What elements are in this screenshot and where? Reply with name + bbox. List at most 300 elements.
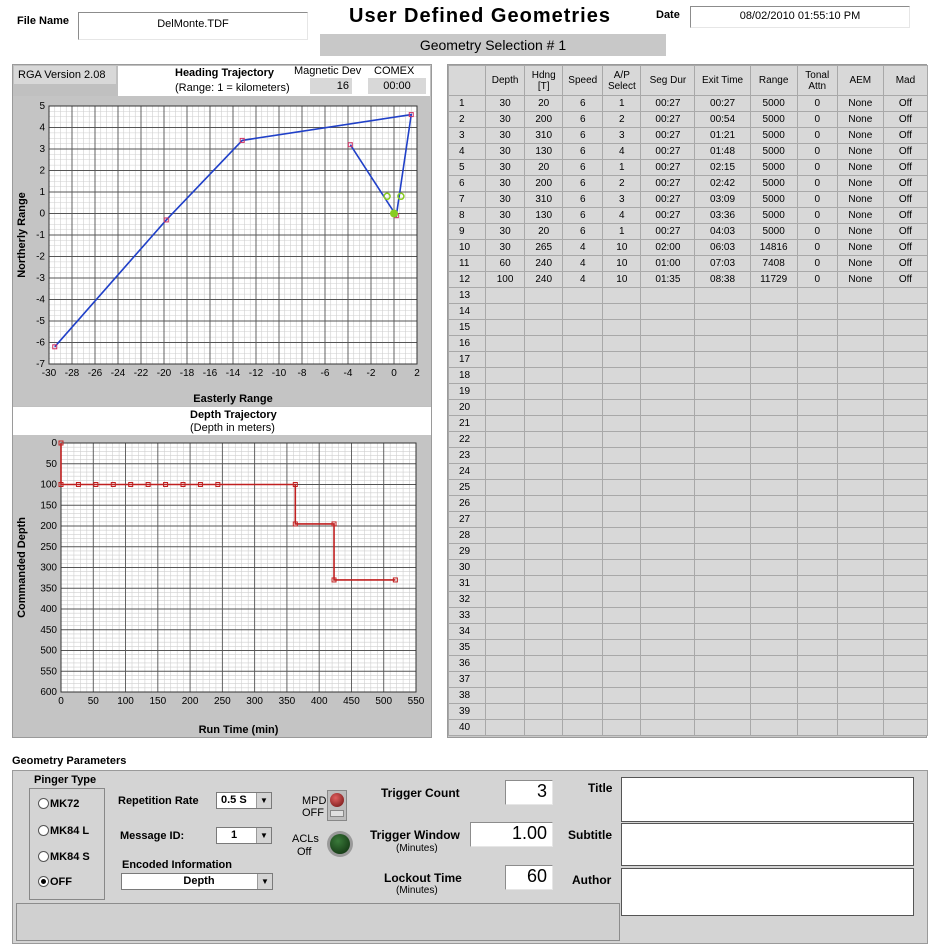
table-cell[interactable]: [750, 304, 797, 320]
table-row[interactable]: [449, 432, 928, 448]
table-cell[interactable]: [750, 464, 797, 480]
table-cell[interactable]: [797, 560, 837, 576]
table-cell[interactable]: 5000: [750, 144, 797, 160]
table-row[interactable]: [449, 320, 928, 336]
table-cell[interactable]: [797, 528, 837, 544]
table-cell[interactable]: [695, 384, 750, 400]
table-cell[interactable]: 30: [486, 144, 525, 160]
table-cell[interactable]: [525, 672, 563, 688]
table-row[interactable]: [449, 496, 928, 512]
table-cell[interactable]: [486, 624, 525, 640]
table-cell[interactable]: [750, 400, 797, 416]
table-cell[interactable]: 4: [563, 256, 603, 272]
table-cell[interactable]: [603, 432, 641, 448]
table-cell[interactable]: [750, 528, 797, 544]
trigger-window-input[interactable]: [470, 822, 553, 847]
table-cell[interactable]: [695, 576, 750, 592]
table-cell[interactable]: 00:27: [641, 224, 695, 240]
table-cell[interactable]: 1: [603, 96, 641, 112]
table-cell[interactable]: [750, 480, 797, 496]
table-cell[interactable]: [525, 416, 563, 432]
table-cell[interactable]: [750, 592, 797, 608]
table-cell[interactable]: 00:27: [641, 128, 695, 144]
table-cell[interactable]: [797, 544, 837, 560]
table-cell[interactable]: [837, 432, 883, 448]
table-cell[interactable]: [563, 704, 603, 720]
table-cell[interactable]: [563, 464, 603, 480]
table-cell[interactable]: [525, 400, 563, 416]
table-cell[interactable]: [750, 368, 797, 384]
table-cell[interactable]: [486, 384, 525, 400]
table-cell[interactable]: None: [837, 192, 883, 208]
table-cell[interactable]: [486, 528, 525, 544]
table-cell[interactable]: [603, 512, 641, 528]
table-row[interactable]: [449, 400, 928, 416]
table-cell[interactable]: [797, 656, 837, 672]
table-cell[interactable]: [837, 320, 883, 336]
table-row[interactable]: [449, 240, 928, 256]
table-cell[interactable]: [525, 608, 563, 624]
table-cell[interactable]: [603, 704, 641, 720]
table-cell[interactable]: 30: [486, 224, 525, 240]
table-cell[interactable]: [486, 288, 525, 304]
table-cell[interactable]: None: [837, 112, 883, 128]
table-cell[interactable]: [641, 448, 695, 464]
table-cell[interactable]: [486, 656, 525, 672]
table-cell[interactable]: [750, 512, 797, 528]
table-cell[interactable]: Off: [883, 272, 927, 288]
table-cell[interactable]: [525, 528, 563, 544]
table-cell[interactable]: [750, 288, 797, 304]
table-cell[interactable]: 04:03: [695, 224, 750, 240]
table-cell[interactable]: [883, 576, 927, 592]
table-cell[interactable]: [837, 640, 883, 656]
table-cell[interactable]: [695, 544, 750, 560]
table-cell[interactable]: [486, 688, 525, 704]
table-cell[interactable]: [797, 416, 837, 432]
table-row[interactable]: [449, 464, 928, 480]
table-cell[interactable]: [883, 624, 927, 640]
table-row[interactable]: [449, 720, 928, 736]
table-cell[interactable]: 30: [486, 240, 525, 256]
table-row[interactable]: [449, 544, 928, 560]
table-cell[interactable]: 240: [525, 272, 563, 288]
table-cell[interactable]: 5000: [750, 112, 797, 128]
table-cell[interactable]: Off: [883, 112, 927, 128]
table-cell[interactable]: [563, 368, 603, 384]
table-cell[interactable]: [883, 400, 927, 416]
table-row[interactable]: [449, 96, 928, 112]
table-cell[interactable]: [695, 336, 750, 352]
table-cell[interactable]: [750, 448, 797, 464]
table-cell[interactable]: [837, 608, 883, 624]
table-cell[interactable]: 14816: [750, 240, 797, 256]
table-row[interactable]: [449, 176, 928, 192]
table-cell[interactable]: Off: [883, 144, 927, 160]
table-cell[interactable]: 0: [797, 112, 837, 128]
table-cell[interactable]: 2: [603, 112, 641, 128]
table-cell[interactable]: [837, 464, 883, 480]
table-cell[interactable]: [750, 720, 797, 736]
table-cell[interactable]: 3: [603, 128, 641, 144]
table-cell[interactable]: [641, 400, 695, 416]
table-cell[interactable]: [883, 432, 927, 448]
table-cell[interactable]: [641, 384, 695, 400]
table-cell[interactable]: 00:27: [641, 176, 695, 192]
table-row[interactable]: [449, 576, 928, 592]
table-cell[interactable]: 30: [486, 128, 525, 144]
table-cell[interactable]: 0: [797, 224, 837, 240]
table-cell[interactable]: [525, 336, 563, 352]
table-cell[interactable]: [641, 576, 695, 592]
table-cell[interactable]: None: [837, 208, 883, 224]
mpd-led-button[interactable]: [327, 790, 347, 821]
table-cell[interactable]: [797, 320, 837, 336]
table-cell[interactable]: [603, 640, 641, 656]
table-cell[interactable]: [486, 464, 525, 480]
table-cell[interactable]: [695, 448, 750, 464]
table-cell[interactable]: [695, 640, 750, 656]
table-cell[interactable]: 130: [525, 208, 563, 224]
table-cell[interactable]: 310: [525, 192, 563, 208]
table-cell[interactable]: [486, 368, 525, 384]
table-row[interactable]: [449, 528, 928, 544]
table-row[interactable]: [449, 288, 928, 304]
table-cell[interactable]: [603, 400, 641, 416]
magdev-field[interactable]: [310, 78, 352, 94]
table-cell[interactable]: Off: [883, 256, 927, 272]
pinger-option-mk72[interactable]: [38, 798, 79, 810]
table-cell[interactable]: [883, 448, 927, 464]
table-cell[interactable]: 1: [603, 224, 641, 240]
table-cell[interactable]: [641, 464, 695, 480]
table-cell[interactable]: [563, 496, 603, 512]
table-cell[interactable]: 5000: [750, 128, 797, 144]
table-cell[interactable]: 4: [603, 144, 641, 160]
table-cell[interactable]: [837, 688, 883, 704]
table-cell[interactable]: [525, 368, 563, 384]
table-cell[interactable]: Off: [883, 160, 927, 176]
table-cell[interactable]: [883, 528, 927, 544]
table-cell[interactable]: [750, 544, 797, 560]
table-cell[interactable]: 30: [486, 112, 525, 128]
table-cell[interactable]: [695, 608, 750, 624]
table-cell[interactable]: [525, 560, 563, 576]
table-cell[interactable]: [695, 496, 750, 512]
table-cell[interactable]: [797, 592, 837, 608]
table-cell[interactable]: 100: [486, 272, 525, 288]
table-cell[interactable]: [486, 496, 525, 512]
table-cell[interactable]: [883, 704, 927, 720]
table-cell[interactable]: [486, 640, 525, 656]
table-cell[interactable]: 03:09: [695, 192, 750, 208]
table-cell[interactable]: 0: [797, 144, 837, 160]
table-cell[interactable]: 01:21: [695, 128, 750, 144]
table-cell[interactable]: [525, 320, 563, 336]
table-cell[interactable]: [695, 400, 750, 416]
table-row[interactable]: [449, 352, 928, 368]
table-cell[interactable]: 0: [797, 192, 837, 208]
table-cell[interactable]: [641, 592, 695, 608]
table-cell[interactable]: 6: [563, 176, 603, 192]
table-cell[interactable]: [797, 352, 837, 368]
table-cell[interactable]: [603, 336, 641, 352]
table-cell[interactable]: [797, 688, 837, 704]
table-cell[interactable]: [563, 336, 603, 352]
table-cell[interactable]: [750, 672, 797, 688]
table-cell[interactable]: [603, 384, 641, 400]
table-cell[interactable]: [883, 352, 927, 368]
table-cell[interactable]: [641, 544, 695, 560]
table-cell[interactable]: [797, 464, 837, 480]
table-cell[interactable]: [603, 688, 641, 704]
table-cell[interactable]: [750, 688, 797, 704]
table-cell[interactable]: 00:27: [641, 208, 695, 224]
table-cell[interactable]: [837, 560, 883, 576]
table-cell[interactable]: [641, 656, 695, 672]
pinger-option-mk84s[interactable]: [38, 851, 90, 863]
table-cell[interactable]: [486, 544, 525, 560]
table-cell[interactable]: [525, 656, 563, 672]
table-cell[interactable]: [641, 704, 695, 720]
table-cell[interactable]: Off: [883, 128, 927, 144]
table-cell[interactable]: [797, 480, 837, 496]
table-row[interactable]: [449, 688, 928, 704]
table-cell[interactable]: [837, 656, 883, 672]
table-cell[interactable]: 4: [603, 208, 641, 224]
table-cell[interactable]: 5000: [750, 224, 797, 240]
table-cell[interactable]: [563, 656, 603, 672]
table-cell[interactable]: 10: [603, 272, 641, 288]
table-cell[interactable]: [750, 656, 797, 672]
table-cell[interactable]: [641, 560, 695, 576]
table-cell[interactable]: [525, 592, 563, 608]
table-cell[interactable]: 20: [525, 160, 563, 176]
table-row[interactable]: [449, 368, 928, 384]
table-cell[interactable]: 02:00: [641, 240, 695, 256]
table-cell[interactable]: [486, 704, 525, 720]
table-cell[interactable]: [837, 288, 883, 304]
table-cell[interactable]: [750, 496, 797, 512]
table-cell[interactable]: [603, 416, 641, 432]
table-cell[interactable]: Off: [883, 208, 927, 224]
table-cell[interactable]: Off: [883, 240, 927, 256]
table-cell[interactable]: [525, 432, 563, 448]
table-cell[interactable]: [883, 480, 927, 496]
table-cell[interactable]: 5000: [750, 192, 797, 208]
table-cell[interactable]: [486, 432, 525, 448]
table-cell[interactable]: [486, 720, 525, 736]
table-cell[interactable]: 30: [486, 160, 525, 176]
table-row[interactable]: [449, 272, 928, 288]
table-cell[interactable]: [486, 352, 525, 368]
table-cell[interactable]: [563, 560, 603, 576]
table-cell[interactable]: [641, 352, 695, 368]
table-cell[interactable]: [641, 624, 695, 640]
table-cell[interactable]: [695, 512, 750, 528]
table-cell[interactable]: [563, 448, 603, 464]
table-cell[interactable]: [641, 432, 695, 448]
table-cell[interactable]: 00:27: [641, 96, 695, 112]
table-cell[interactable]: 06:03: [695, 240, 750, 256]
table-cell[interactable]: [486, 416, 525, 432]
table-cell[interactable]: [695, 432, 750, 448]
table-row[interactable]: [449, 448, 928, 464]
table-cell[interactable]: 01:35: [641, 272, 695, 288]
table-row[interactable]: [449, 608, 928, 624]
table-cell[interactable]: 30: [486, 96, 525, 112]
table-cell[interactable]: [883, 512, 927, 528]
table-cell[interactable]: [837, 448, 883, 464]
table-cell[interactable]: [525, 288, 563, 304]
table-cell[interactable]: [486, 336, 525, 352]
table-cell[interactable]: [837, 592, 883, 608]
table-cell[interactable]: 0: [797, 96, 837, 112]
table-cell[interactable]: 30: [486, 176, 525, 192]
table-cell[interactable]: [563, 672, 603, 688]
table-row[interactable]: [449, 560, 928, 576]
table-cell[interactable]: [883, 672, 927, 688]
table-cell[interactable]: [837, 384, 883, 400]
table-cell[interactable]: [797, 448, 837, 464]
table-cell[interactable]: 20: [525, 96, 563, 112]
table-cell[interactable]: [603, 288, 641, 304]
table-row[interactable]: [449, 128, 928, 144]
table-cell[interactable]: Off: [883, 176, 927, 192]
table-cell[interactable]: [486, 592, 525, 608]
table-cell[interactable]: [883, 464, 927, 480]
table-cell[interactable]: [641, 608, 695, 624]
table-cell[interactable]: [837, 720, 883, 736]
table-row[interactable]: [449, 336, 928, 352]
table-cell[interactable]: 11729: [750, 272, 797, 288]
table-cell[interactable]: 6: [563, 160, 603, 176]
table-row[interactable]: [449, 656, 928, 672]
table-cell[interactable]: [750, 576, 797, 592]
table-cell[interactable]: [750, 432, 797, 448]
table-cell[interactable]: [883, 384, 927, 400]
table-cell[interactable]: [837, 368, 883, 384]
table-cell[interactable]: [837, 352, 883, 368]
table-cell[interactable]: Off: [883, 192, 927, 208]
table-cell[interactable]: [837, 576, 883, 592]
title-input[interactable]: [621, 777, 914, 822]
table-cell[interactable]: [695, 560, 750, 576]
table-cell[interactable]: None: [837, 224, 883, 240]
table-cell[interactable]: [695, 304, 750, 320]
table-cell[interactable]: 5000: [750, 96, 797, 112]
table-cell[interactable]: [695, 480, 750, 496]
table-cell[interactable]: [563, 512, 603, 528]
table-cell[interactable]: 30: [486, 208, 525, 224]
file-name-field[interactable]: [78, 12, 308, 40]
table-cell[interactable]: [563, 400, 603, 416]
table-cell[interactable]: [695, 528, 750, 544]
table-cell[interactable]: [695, 704, 750, 720]
table-cell[interactable]: [641, 640, 695, 656]
table-cell[interactable]: [797, 608, 837, 624]
table-cell[interactable]: [641, 528, 695, 544]
table-cell[interactable]: [603, 672, 641, 688]
table-cell[interactable]: [837, 672, 883, 688]
table-row[interactable]: [449, 256, 928, 272]
table-cell[interactable]: None: [837, 128, 883, 144]
table-cell[interactable]: [837, 544, 883, 560]
table-row[interactable]: [449, 144, 928, 160]
table-cell[interactable]: [797, 624, 837, 640]
trigger-count-input[interactable]: [505, 780, 553, 805]
table-row[interactable]: [449, 304, 928, 320]
table-cell[interactable]: [641, 336, 695, 352]
table-cell[interactable]: [695, 368, 750, 384]
table-cell[interactable]: 10: [603, 256, 641, 272]
table-cell[interactable]: [603, 480, 641, 496]
table-cell[interactable]: [695, 592, 750, 608]
table-cell[interactable]: 6: [563, 128, 603, 144]
table-cell[interactable]: [695, 320, 750, 336]
table-cell[interactable]: 01:00: [641, 256, 695, 272]
table-cell[interactable]: [603, 624, 641, 640]
table-cell[interactable]: [563, 416, 603, 432]
table-cell[interactable]: 30: [486, 192, 525, 208]
table-cell[interactable]: [695, 288, 750, 304]
table-row[interactable]: [449, 208, 928, 224]
table-cell[interactable]: 4: [563, 240, 603, 256]
table-cell[interactable]: 00:27: [641, 160, 695, 176]
table-cell[interactable]: [837, 528, 883, 544]
table-row[interactable]: [449, 592, 928, 608]
table-cell[interactable]: [641, 480, 695, 496]
table-cell[interactable]: [750, 640, 797, 656]
table-cell[interactable]: [797, 336, 837, 352]
table-cell[interactable]: [695, 352, 750, 368]
table-cell[interactable]: 10: [603, 240, 641, 256]
table-cell[interactable]: [563, 320, 603, 336]
table-row[interactable]: [449, 192, 928, 208]
table-cell[interactable]: [797, 432, 837, 448]
table-cell[interactable]: 5000: [750, 176, 797, 192]
table-cell[interactable]: 4: [563, 272, 603, 288]
table-cell[interactable]: 200: [525, 176, 563, 192]
table-cell[interactable]: [525, 496, 563, 512]
table-cell[interactable]: 6: [563, 96, 603, 112]
table-cell[interactable]: 1: [603, 160, 641, 176]
table-cell[interactable]: 6: [563, 112, 603, 128]
pinger-option-mk84l[interactable]: [38, 825, 89, 837]
table-cell[interactable]: [883, 496, 927, 512]
table-cell[interactable]: 00:27: [695, 96, 750, 112]
table-cell[interactable]: [603, 608, 641, 624]
table-cell[interactable]: 5000: [750, 208, 797, 224]
table-cell[interactable]: [563, 576, 603, 592]
table-cell[interactable]: [603, 448, 641, 464]
table-cell[interactable]: [695, 688, 750, 704]
table-cell[interactable]: 0: [797, 256, 837, 272]
author-input[interactable]: [621, 868, 914, 916]
table-cell[interactable]: [837, 704, 883, 720]
table-cell[interactable]: None: [837, 272, 883, 288]
table-cell[interactable]: [837, 336, 883, 352]
table-cell[interactable]: [750, 560, 797, 576]
table-cell[interactable]: [883, 688, 927, 704]
table-cell[interactable]: 60: [486, 256, 525, 272]
table-cell[interactable]: 310: [525, 128, 563, 144]
table-cell[interactable]: [563, 720, 603, 736]
table-row[interactable]: [449, 160, 928, 176]
table-cell[interactable]: [603, 496, 641, 512]
table-cell[interactable]: [641, 720, 695, 736]
table-row[interactable]: [449, 224, 928, 240]
